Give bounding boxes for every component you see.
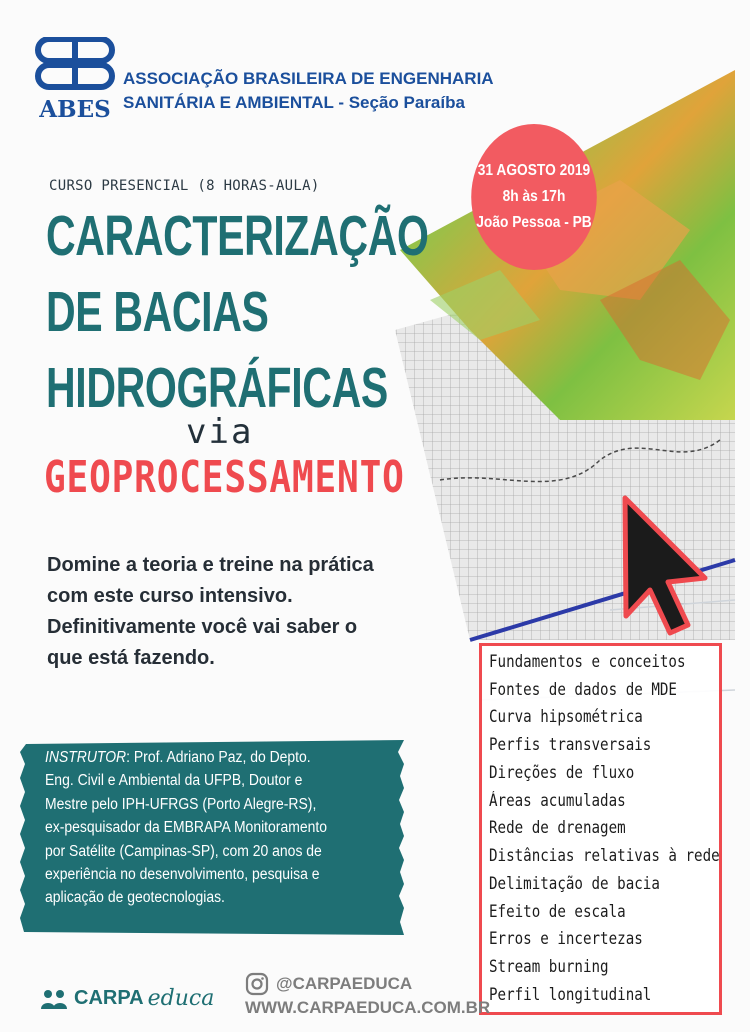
event-location: João Pessoa - PB — [476, 214, 592, 231]
instagram-handle[interactable] — [245, 972, 412, 996]
topic-item: Rede de drenagem — [489, 818, 626, 837]
topic-item: Erros e incertezas — [489, 929, 643, 948]
topic-item: Distâncias relativas à rede — [489, 846, 720, 865]
instructor-line: aplicação de geotecnologias. — [45, 889, 225, 907]
topic-item: Fundamentos e conceitos — [489, 652, 686, 671]
event-badge — [471, 124, 597, 270]
topic-item: Curva hipsométrica — [489, 707, 643, 726]
course-subject: GEOPROCESSAMENTO — [44, 452, 405, 503]
course-type: CURSO PRESENCIAL (8 HORAS-AULA) — [49, 178, 320, 194]
website-link[interactable]: WWW.CARPAEDUCA.COM.BR — [245, 998, 491, 1017]
topic-item: Áreas acumuladas — [489, 791, 626, 810]
title-line-1: CARACTERIZAÇÃO — [46, 204, 429, 268]
event-date: 31 AGOSTO 2019 — [477, 162, 591, 179]
svg-text:ABES: ABES — [39, 96, 111, 121]
carpaeduca-logo — [40, 986, 214, 1011]
topic-item: Stream burning — [489, 957, 609, 976]
organization-name — [123, 67, 494, 115]
topic-item: Efeito de escala — [489, 902, 626, 921]
event-time: 8h às 17h — [502, 188, 566, 205]
title-connector: via — [186, 412, 254, 452]
topic-item: Delimitação de bacia — [489, 874, 660, 893]
topic-item: Direções de fluxo — [489, 763, 635, 782]
topic-item: Perfis transversais — [489, 735, 652, 754]
instructor-line: INSTRUTOR: Prof. Adriano Paz, do Depto. — [45, 749, 311, 766]
title-line-2: DE BACIAS — [46, 280, 269, 344]
title-line-3: HIDROGRÁFICAS — [46, 356, 388, 420]
course-title — [46, 198, 429, 426]
topic-item: Perfil longitudinal — [489, 985, 652, 1004]
organization-line-1: ASSOCIAÇÃO BRASILEIRA DE ENGENHARIA — [123, 69, 494, 88]
instructor-line: ex-pesquisador da EMBRAPA Monitoramento — [45, 819, 327, 837]
instructor-line: por Satélite (Campinas-SP), com 20 anos de — [45, 842, 322, 860]
instructor-line: Eng. Civil e Ambiental da UFPB, Doutor e — [45, 772, 303, 790]
brand-carpa: CARPA — [74, 987, 144, 1009]
instagram-icon — [245, 972, 269, 996]
instructor-line: experiência no desenvolvimento, pesquisa e — [45, 866, 320, 884]
brand-educa: educa — [147, 986, 215, 1011]
abes-logo — [34, 37, 116, 121]
instagram-label: @CARPAEDUCA — [276, 974, 413, 993]
instructor-bio — [45, 746, 369, 910]
lead-paragraph: Domine a teoria e treine na prática com este curso intensivo. Definitivamente você vai saber o que está fazendo. — [47, 554, 374, 669]
instructor-label: INSTRUTOR — [45, 749, 127, 766]
topic-item: Fontes de dados de MDE — [489, 680, 677, 699]
organization-line-2: SANITÁRIA E AMBIENTAL - Seção Paraíba — [123, 93, 465, 112]
instructor-line: Mestre pelo IPH-UFRGS (Porto Alegre-RS), — [45, 795, 317, 813]
people-icon — [40, 989, 70, 1009]
